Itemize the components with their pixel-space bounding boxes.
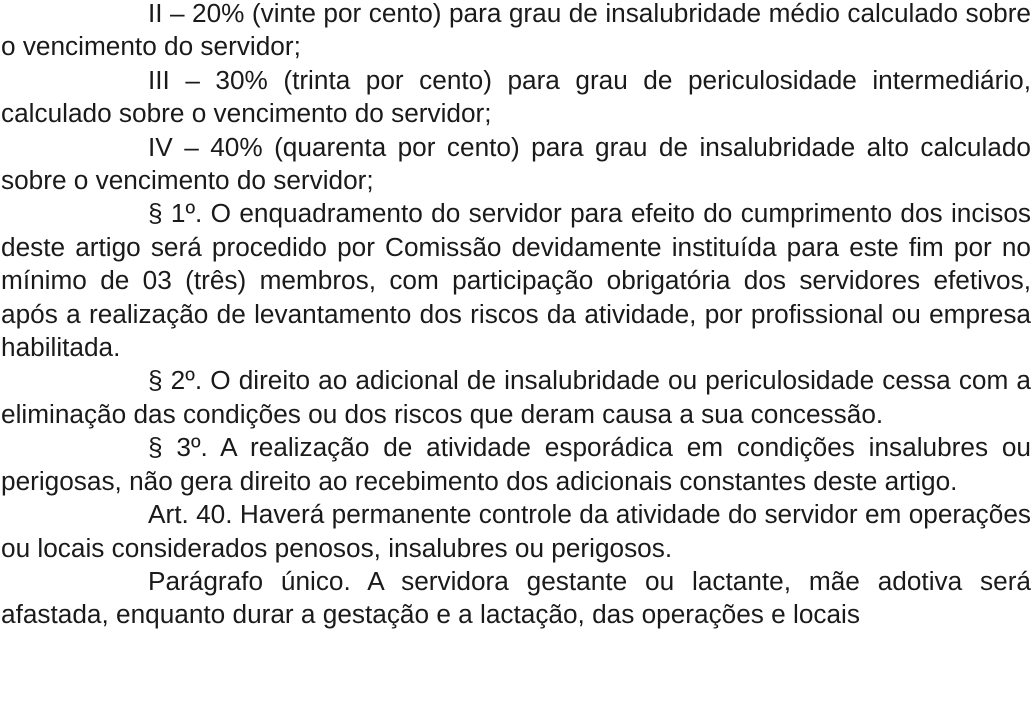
paragrafo-1: § 1º. O enquadramento do servidor para efeito do cumprimento dos incisos deste artigo será procedido por Comissão devidamente instituída para este fim por no mínimo de 03 (três) membros, com participação obrigatória dos servidores efetivos, após a realização de levantamento dos riscos da atividade, por profissional ou empresa habilitada. — [1, 198, 1031, 363]
paragrafo-3: § 3º. A realização de atividade esporádica em condições insalubres ou perigosas, não gera direito ao recebimento dos adicionais constantes deste artigo. — [1, 432, 1031, 496]
inciso-iii: III – 30% (trinta por cento) para grau de periculosidade intermediário, calculado sobre o vencimento do servidor; — [1, 64, 1031, 129]
artigo-40: Art. 40. Haverá permanente controle da atividade do servidor em operações ou locais considerados penosos, insalubres ou perigosos. — [1, 499, 1031, 563]
inciso-iv: IV – 40% (quarenta por cento) para grau de insalubridade alto calculado sobre o vencimento do servidor; — [1, 131, 1031, 196]
document-page — [1, 0, 1031, 632]
paragrafo-2: § 2º. O direito ao adicional de insalubridade ou periculosidade cessa com a eliminação das condições ou dos riscos que deram causa a sua concessão. — [1, 365, 1031, 429]
inciso-ii: II – 20% (vinte por cento) para grau de insalubridade médio calculado sobre o vencimento do servidor; — [1, 0, 1031, 62]
paragrafo-unico: Parágrafo único. A servidora gestante ou lactante, mãe adotiva será afastada, enquanto durar a gestação e a lactação, das operações e locais — [1, 565, 1031, 630]
